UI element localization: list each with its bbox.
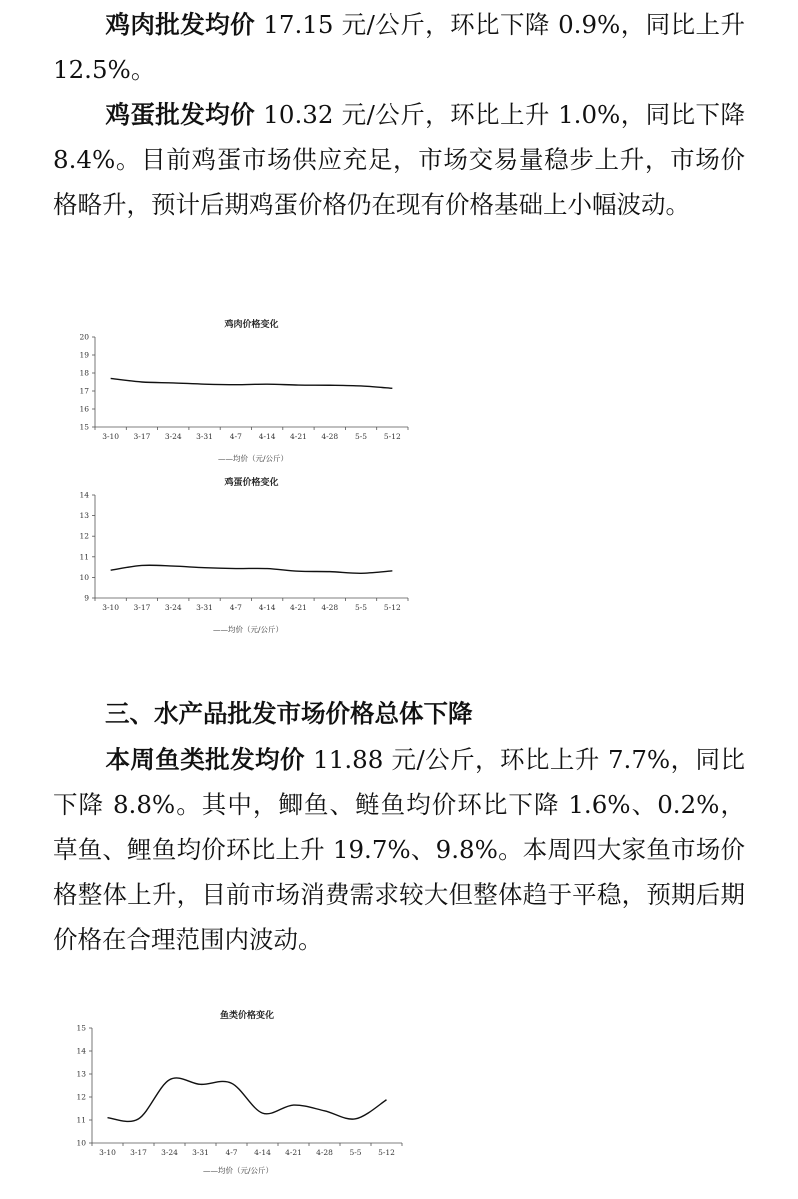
chart-title: 鸡肉价格变化 — [224, 320, 279, 330]
x-tick-label: 3-10 — [102, 432, 120, 441]
y-tick-label: 11 — [79, 552, 89, 562]
egg-price-text: 10.32 元/公斤，环比上升 1.0%，同比下降 8.4%。目前鸡蛋市场供应充足，市场交易量稳步上升，市场价格略升，预计后期鸡蛋价格仍在现有价格基础上小幅波动。 — [53, 100, 745, 219]
egg-price-chart — [70, 472, 420, 640]
x-tick-label: 5-5 — [349, 1148, 362, 1157]
legend-label: ——均价（元/公斤） — [203, 1166, 274, 1175]
series-line — [108, 1078, 387, 1121]
x-tick-label: 4-14 — [258, 432, 276, 441]
section-heading-aquatic: 三、水产品批发市场价格总体下降 — [105, 699, 473, 728]
x-tick-label: 3-24 — [164, 603, 182, 612]
fish-price-lead: 本周鱼类批发均价 — [105, 745, 305, 774]
x-tick-label: 3-31 — [192, 1148, 209, 1157]
x-tick-label: 3-17 — [130, 1148, 147, 1157]
x-tick-label: 3-17 — [133, 603, 151, 612]
x-tick-label: 3-31 — [196, 432, 213, 441]
paragraph-egg-price — [53, 92, 745, 227]
chicken-price-text: 17.15 元/公斤，环比下降 0.9%，同比上升 12.5%。 — [53, 10, 745, 84]
y-tick-label: 18 — [79, 368, 89, 378]
y-tick-label: 15 — [79, 422, 89, 432]
legend-label: ——均价（元/公斤） — [218, 454, 289, 463]
x-tick-label: 3-31 — [196, 603, 213, 612]
x-tick-label: 4-14 — [254, 1148, 271, 1157]
y-tick-label: 13 — [76, 1069, 86, 1079]
y-tick-label: 13 — [79, 511, 89, 521]
y-tick-label: 10 — [79, 572, 89, 582]
x-tick-label: 5-12 — [383, 603, 401, 612]
series-line — [111, 565, 393, 573]
x-tick-label: 4-21 — [290, 603, 307, 612]
x-tick-label: 3-17 — [133, 432, 151, 441]
x-tick-label: 4-21 — [285, 1148, 302, 1157]
x-tick-label: 3-24 — [164, 432, 182, 441]
fish-price-text: 11.88 元/公斤，环比上升 7.7%，同比下降 8.8%。其中，鲫鱼、鲢鱼均价环比下降 1.6%、0.2%，草鱼、鲤鱼均价环比上升 19.7%、9.8%。本周四大家鱼市场价格整体上升，目前市场消费需求较大但整体趋于平稳，预期后期价格在合理范围内波动。 — [53, 745, 745, 954]
paragraph-chicken-price — [53, 2, 745, 92]
y-tick-label: 11 — [76, 1115, 86, 1125]
paragraph-fish-price — [53, 737, 745, 962]
y-tick-label: 14 — [79, 490, 89, 500]
chicken-price-lead: 鸡肉批发均价 — [105, 10, 256, 39]
chart-title: 鱼类价格变化 — [219, 1011, 275, 1021]
fish-price-chart — [60, 1005, 410, 1190]
x-tick-label: 4-28 — [321, 432, 339, 441]
x-tick-label: 4-7 — [229, 603, 242, 612]
y-tick-label: 14 — [76, 1046, 86, 1056]
legend-label: ——均价（元/公斤） — [213, 625, 284, 634]
y-tick-label: 20 — [79, 332, 89, 342]
y-tick-label: 12 — [76, 1092, 86, 1102]
x-tick-label: 4-7 — [229, 432, 242, 441]
y-tick-label: 10 — [76, 1138, 86, 1148]
series-line — [111, 378, 393, 388]
y-tick-label: 19 — [79, 350, 89, 360]
x-tick-label: 3-24 — [161, 1148, 178, 1157]
chicken-price-chart — [70, 305, 420, 470]
x-tick-label: 4-14 — [258, 603, 276, 612]
x-tick-label: 5-5 — [355, 432, 368, 441]
x-tick-label: 5-5 — [355, 603, 368, 612]
x-tick-label: 3-10 — [102, 603, 120, 612]
x-tick-label: 5-12 — [383, 432, 401, 441]
y-tick-label: 9 — [84, 593, 89, 603]
x-tick-label: 4-7 — [225, 1148, 238, 1157]
y-tick-label: 15 — [76, 1023, 86, 1033]
y-tick-label: 12 — [79, 531, 89, 541]
x-tick-label: 3-10 — [99, 1148, 116, 1157]
x-tick-label: 4-28 — [321, 603, 339, 612]
chart-title: 鸡蛋价格变化 — [224, 478, 279, 488]
x-tick-label: 5-12 — [378, 1148, 395, 1157]
y-tick-label: 16 — [79, 404, 89, 414]
x-tick-label: 4-28 — [316, 1148, 333, 1157]
y-tick-label: 17 — [79, 386, 89, 396]
egg-price-lead: 鸡蛋批发均价 — [105, 100, 256, 129]
x-tick-label: 4-21 — [290, 432, 307, 441]
